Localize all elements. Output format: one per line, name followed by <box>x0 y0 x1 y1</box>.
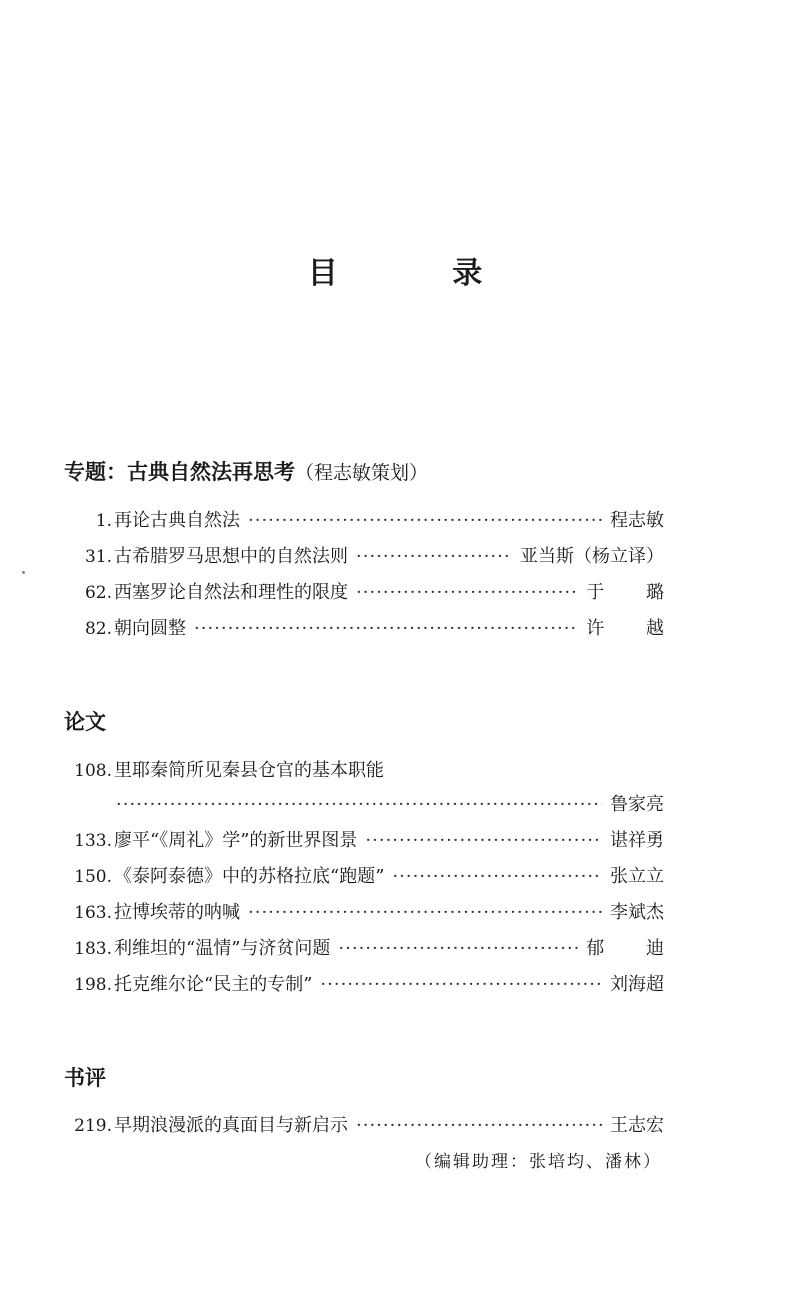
dot-leader <box>338 934 578 964</box>
toc-page-number: 108. <box>74 761 112 781</box>
section-heading-note: （程志敏策划） <box>295 462 429 484</box>
dot-leader <box>356 542 512 572</box>
toc-page-number: 133. <box>74 831 112 851</box>
dot-leader <box>392 862 602 892</box>
toc-page-number: 150. <box>74 867 112 887</box>
toc-author: 于 璐 <box>586 582 682 603</box>
toc-page-number: 198. <box>74 975 112 995</box>
section-heading-reviews: 书评 <box>64 1066 106 1090</box>
toc-title: 早期浪漫派的真面目与新启示 <box>114 1115 348 1136</box>
section-heading-text: 专题：古典自然法再思考 <box>64 460 295 484</box>
toc-title: 《泰阿泰德》中的苏格拉底“跑题” <box>114 866 385 887</box>
toc-entry[interactable] <box>60 578 682 608</box>
toc-author: 亚当斯（杨立译） <box>520 546 664 567</box>
toc-author: 谌祥勇 <box>610 830 664 851</box>
toc-page-number: 31. <box>84 547 112 567</box>
dot-leader <box>194 614 578 644</box>
toc-page-number: 219. <box>74 1116 112 1136</box>
toc-entry[interactable] <box>60 1111 664 1141</box>
toc-title: 朝向圆整 <box>114 618 186 639</box>
toc-title: 里耶秦简所见秦县仓官的基本职能 <box>114 760 384 781</box>
toc-title: 利维坦的“温情”与济贫问题 <box>114 938 331 959</box>
toc-entry[interactable] <box>60 826 664 856</box>
toc-author: 刘海超 <box>610 974 664 995</box>
toc-title: 托克维尔论“民主的专制” <box>114 974 313 995</box>
toc-author: 鲁家亮 <box>610 794 664 815</box>
toc-entry[interactable] <box>60 506 664 536</box>
dot-leader <box>320 970 602 1000</box>
toc-entry[interactable] <box>60 970 664 1000</box>
toc-page-number: 163. <box>74 903 112 923</box>
toc-title: 古希腊罗马思想中的自然法则 <box>114 546 348 567</box>
toc-entry[interactable] <box>60 614 682 644</box>
toc-author: 李斌杰 <box>610 902 664 923</box>
toc-page-number: 183. <box>74 939 112 959</box>
toc-entry[interactable] <box>60 934 682 964</box>
dot-leader <box>116 790 602 820</box>
toc-title: 再论古典自然法 <box>114 510 240 531</box>
toc-title: 西塞罗论自然法和理性的限度 <box>114 582 348 603</box>
toc-author: 王志宏 <box>610 1115 664 1136</box>
toc-entry[interactable] <box>60 542 664 572</box>
toc-entry[interactable] <box>60 862 664 892</box>
toc-page-number: 1. <box>95 511 112 531</box>
section-heading-papers: 论文 <box>64 710 106 734</box>
dot-leader <box>248 898 602 928</box>
toc-entry-continuation[interactable] <box>60 790 664 820</box>
dot-leader <box>356 1111 602 1141</box>
toc-title: 拉博埃蒂的呐喊 <box>114 902 240 923</box>
dot-leader <box>248 506 602 536</box>
page-title: 目 录 <box>307 256 535 291</box>
toc-author: 郁 迪 <box>586 938 682 959</box>
toc-entry[interactable] <box>60 898 664 928</box>
toc-page-number: 62. <box>84 583 112 603</box>
toc-title: 廖平“《周礼》学”的新世界图景 <box>114 830 358 851</box>
editorial-credit: （编辑助理：张培均、潘林） <box>415 1152 662 1172</box>
dot-leader <box>356 578 578 608</box>
toc-page-number: 82. <box>84 619 112 639</box>
section-heading-special-topic <box>64 456 428 486</box>
dot-leader <box>365 826 602 856</box>
toc-entry[interactable] <box>60 756 664 786</box>
toc-author: 张立立 <box>610 866 664 887</box>
toc-author: 许 越 <box>586 618 682 639</box>
scan-speck <box>22 571 25 574</box>
toc-author: 程志敏 <box>610 510 664 531</box>
